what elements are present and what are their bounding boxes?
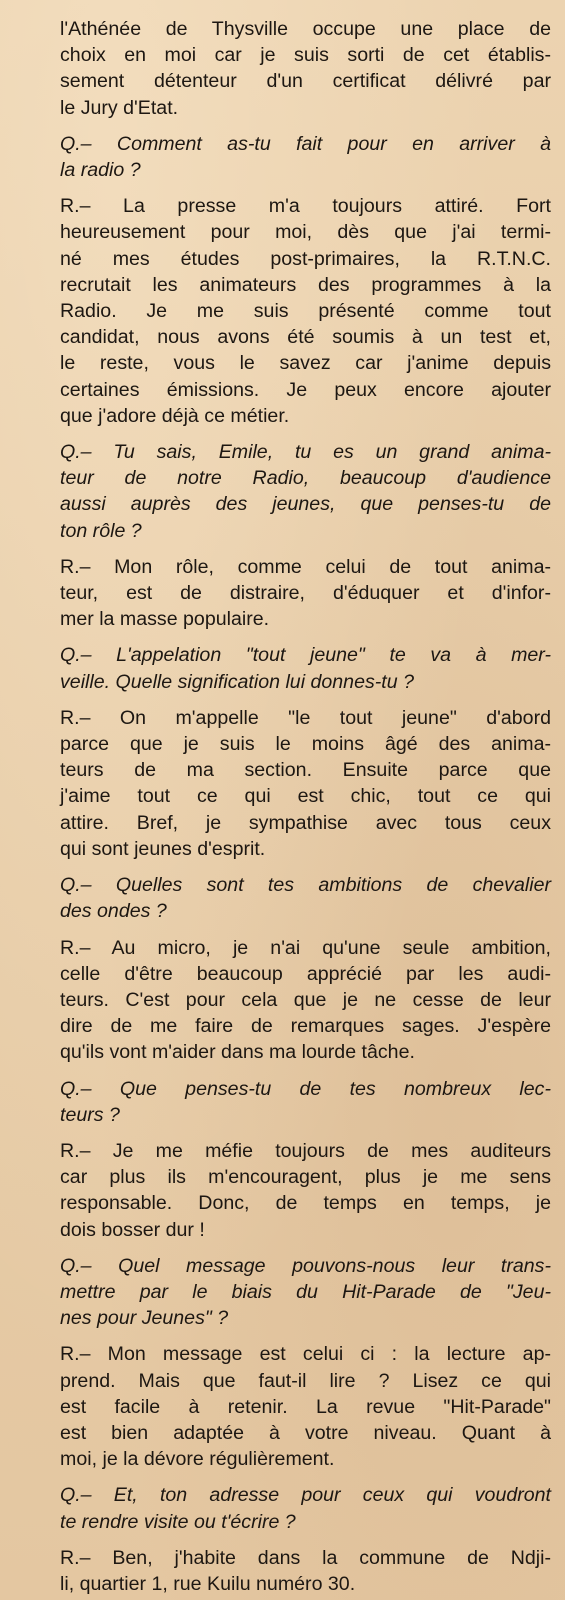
text-line: qui sont jeunes d'esprit. — [60, 837, 266, 860]
question-paragraph — [60, 439, 551, 544]
text-line: la radio ? — [60, 159, 141, 182]
text-line: li, quartier 1, rue Kuilu numéro 30. — [60, 1572, 356, 1595]
text-line: né mes études post-primaires, la R.T.N.C. — [60, 247, 551, 270]
text-line: candidat, nous avons été soumis à un test et, — [60, 326, 551, 349]
text-line: dire de me faire de remarques sages. J'espère — [60, 1015, 551, 1038]
text-line: j'aime tout ce qui est chic, tout ce qui — [60, 785, 551, 808]
text-line: recrutait les animateurs des programmes à la — [60, 273, 551, 296]
text-line: moi, je la dévore régulièrement. — [60, 1448, 335, 1471]
text-line: choix en moi car je suis sorti de cet établis- — [60, 44, 551, 67]
text-line: est bien adaptée à votre niveau. Quant à — [60, 1421, 551, 1444]
text-line: qu'ils vont m'aider dans ma lourde tâche. — [60, 1041, 415, 1064]
text-line: R.– Mon rôle, comme celui de tout anima- — [60, 555, 551, 578]
answer-paragraph — [60, 1341, 551, 1472]
question-paragraph — [60, 1253, 551, 1332]
text-line: R.– On m'appelle "le tout jeune" d'abord — [60, 706, 551, 729]
text-line: mer la masse populaire. — [60, 608, 270, 631]
text-line: Q.– Tu sais, Emile, tu es un grand anima- — [60, 441, 551, 464]
question-paragraph — [60, 872, 551, 924]
text-line: ton rôle ? — [60, 519, 142, 542]
text-line: responsable. Donc, de temps en temps, je — [60, 1192, 551, 1215]
text-line: prend. Mais que faut-il lire ? Lisez ce qui — [60, 1369, 551, 1392]
text-line: parce que je suis le moins âgé des anima- — [60, 733, 551, 756]
text-line: l'Athénée de Thysville occupe une place de — [60, 18, 551, 40]
text-line: R.– La presse m'a toujours attiré. Fort — [60, 195, 551, 218]
answer-paragraph — [60, 1138, 551, 1243]
text-line: teur, est de distraire, d'éduquer et d'infor- — [60, 582, 551, 605]
answer-paragraph — [60, 193, 551, 429]
question-paragraph — [60, 1482, 551, 1534]
text-line: dois bosser dur ! — [60, 1218, 205, 1241]
text-line: Q.– Quel message pouvons-nous leur trans- — [60, 1254, 551, 1277]
text-line: des ondes ? — [60, 900, 167, 923]
question-paragraph — [60, 131, 551, 183]
answer-paragraph — [60, 554, 551, 633]
text-line: R.– Je me méfie toujours de mes auditeurs — [60, 1139, 551, 1162]
answer-paragraph — [60, 1545, 551, 1597]
text-line: Q.– Que penses-tu de tes nombreux lec- — [60, 1077, 551, 1100]
text-line: teurs. C'est pour cela que je ne cesse de leur — [60, 988, 551, 1011]
text-line: Q.– Et, ton adresse pour ceux qui voudront — [60, 1484, 551, 1507]
text-line: celle d'être beaucoup apprécié par les audi- — [60, 962, 551, 985]
text-line: teurs de ma section. Ensuite parce que — [60, 759, 551, 782]
text-line: veille. Quelle signification lui donnes-tu ? — [60, 670, 414, 693]
text-line: aussi auprès des jeunes, que penses-tu de — [60, 493, 551, 516]
text-line: R.– Mon message est celui ci : la lecture ap- — [60, 1343, 551, 1366]
text-line: le Jury d'Etat. — [60, 96, 179, 119]
text-line: le reste, vous le savez car j'anime depuis — [60, 352, 551, 375]
text-line: Q.– L'appelation "tout jeune" te va à mer- — [60, 644, 551, 667]
text-line: heureusement pour moi, dès que j'ai termi- — [60, 221, 551, 244]
text-line: Radio. Je me suis présenté comme tout — [60, 300, 551, 323]
text-line: R.– Ben, j'habite dans la commune de Ndji- — [60, 1546, 551, 1569]
question-paragraph — [60, 1076, 551, 1128]
text-line: Q.– Comment as-tu fait pour en arriver à — [60, 132, 551, 155]
interview-article — [60, 16, 551, 1597]
text-line: car plus ils m'encouragent, plus je me sens — [60, 1166, 551, 1189]
text-line: certaines émissions. Je peux encore ajouter — [60, 378, 551, 401]
text-line: que j'adore déjà ce métier. — [60, 404, 290, 427]
text-line: teur de notre Radio, beaucoup d'audience — [60, 467, 551, 490]
text-line: teurs ? — [60, 1103, 120, 1126]
text-line: Q.– Quelles sont tes ambitions de chevalier — [60, 874, 551, 897]
text-line: attire. Bref, je sympathise avec tous ceux — [60, 811, 551, 834]
text-line: nes pour Jeunes" ? — [60, 1307, 229, 1330]
answer-paragraph — [60, 935, 551, 1066]
question-paragraph — [60, 642, 551, 694]
text-paragraph — [60, 16, 551, 121]
text-line: mettre par le biais du Hit-Parade de "Jeu- — [60, 1280, 551, 1303]
text-line: est facile à retenir. La revue "Hit-Parade" — [60, 1395, 551, 1418]
text-line: R.– Au micro, je n'ai qu'une seule ambition, — [60, 936, 551, 959]
text-line: sement détenteur d'un certificat délivré par — [60, 70, 551, 93]
text-line: te rendre visite ou t'écrire ? — [60, 1510, 296, 1533]
answer-paragraph — [60, 705, 551, 862]
